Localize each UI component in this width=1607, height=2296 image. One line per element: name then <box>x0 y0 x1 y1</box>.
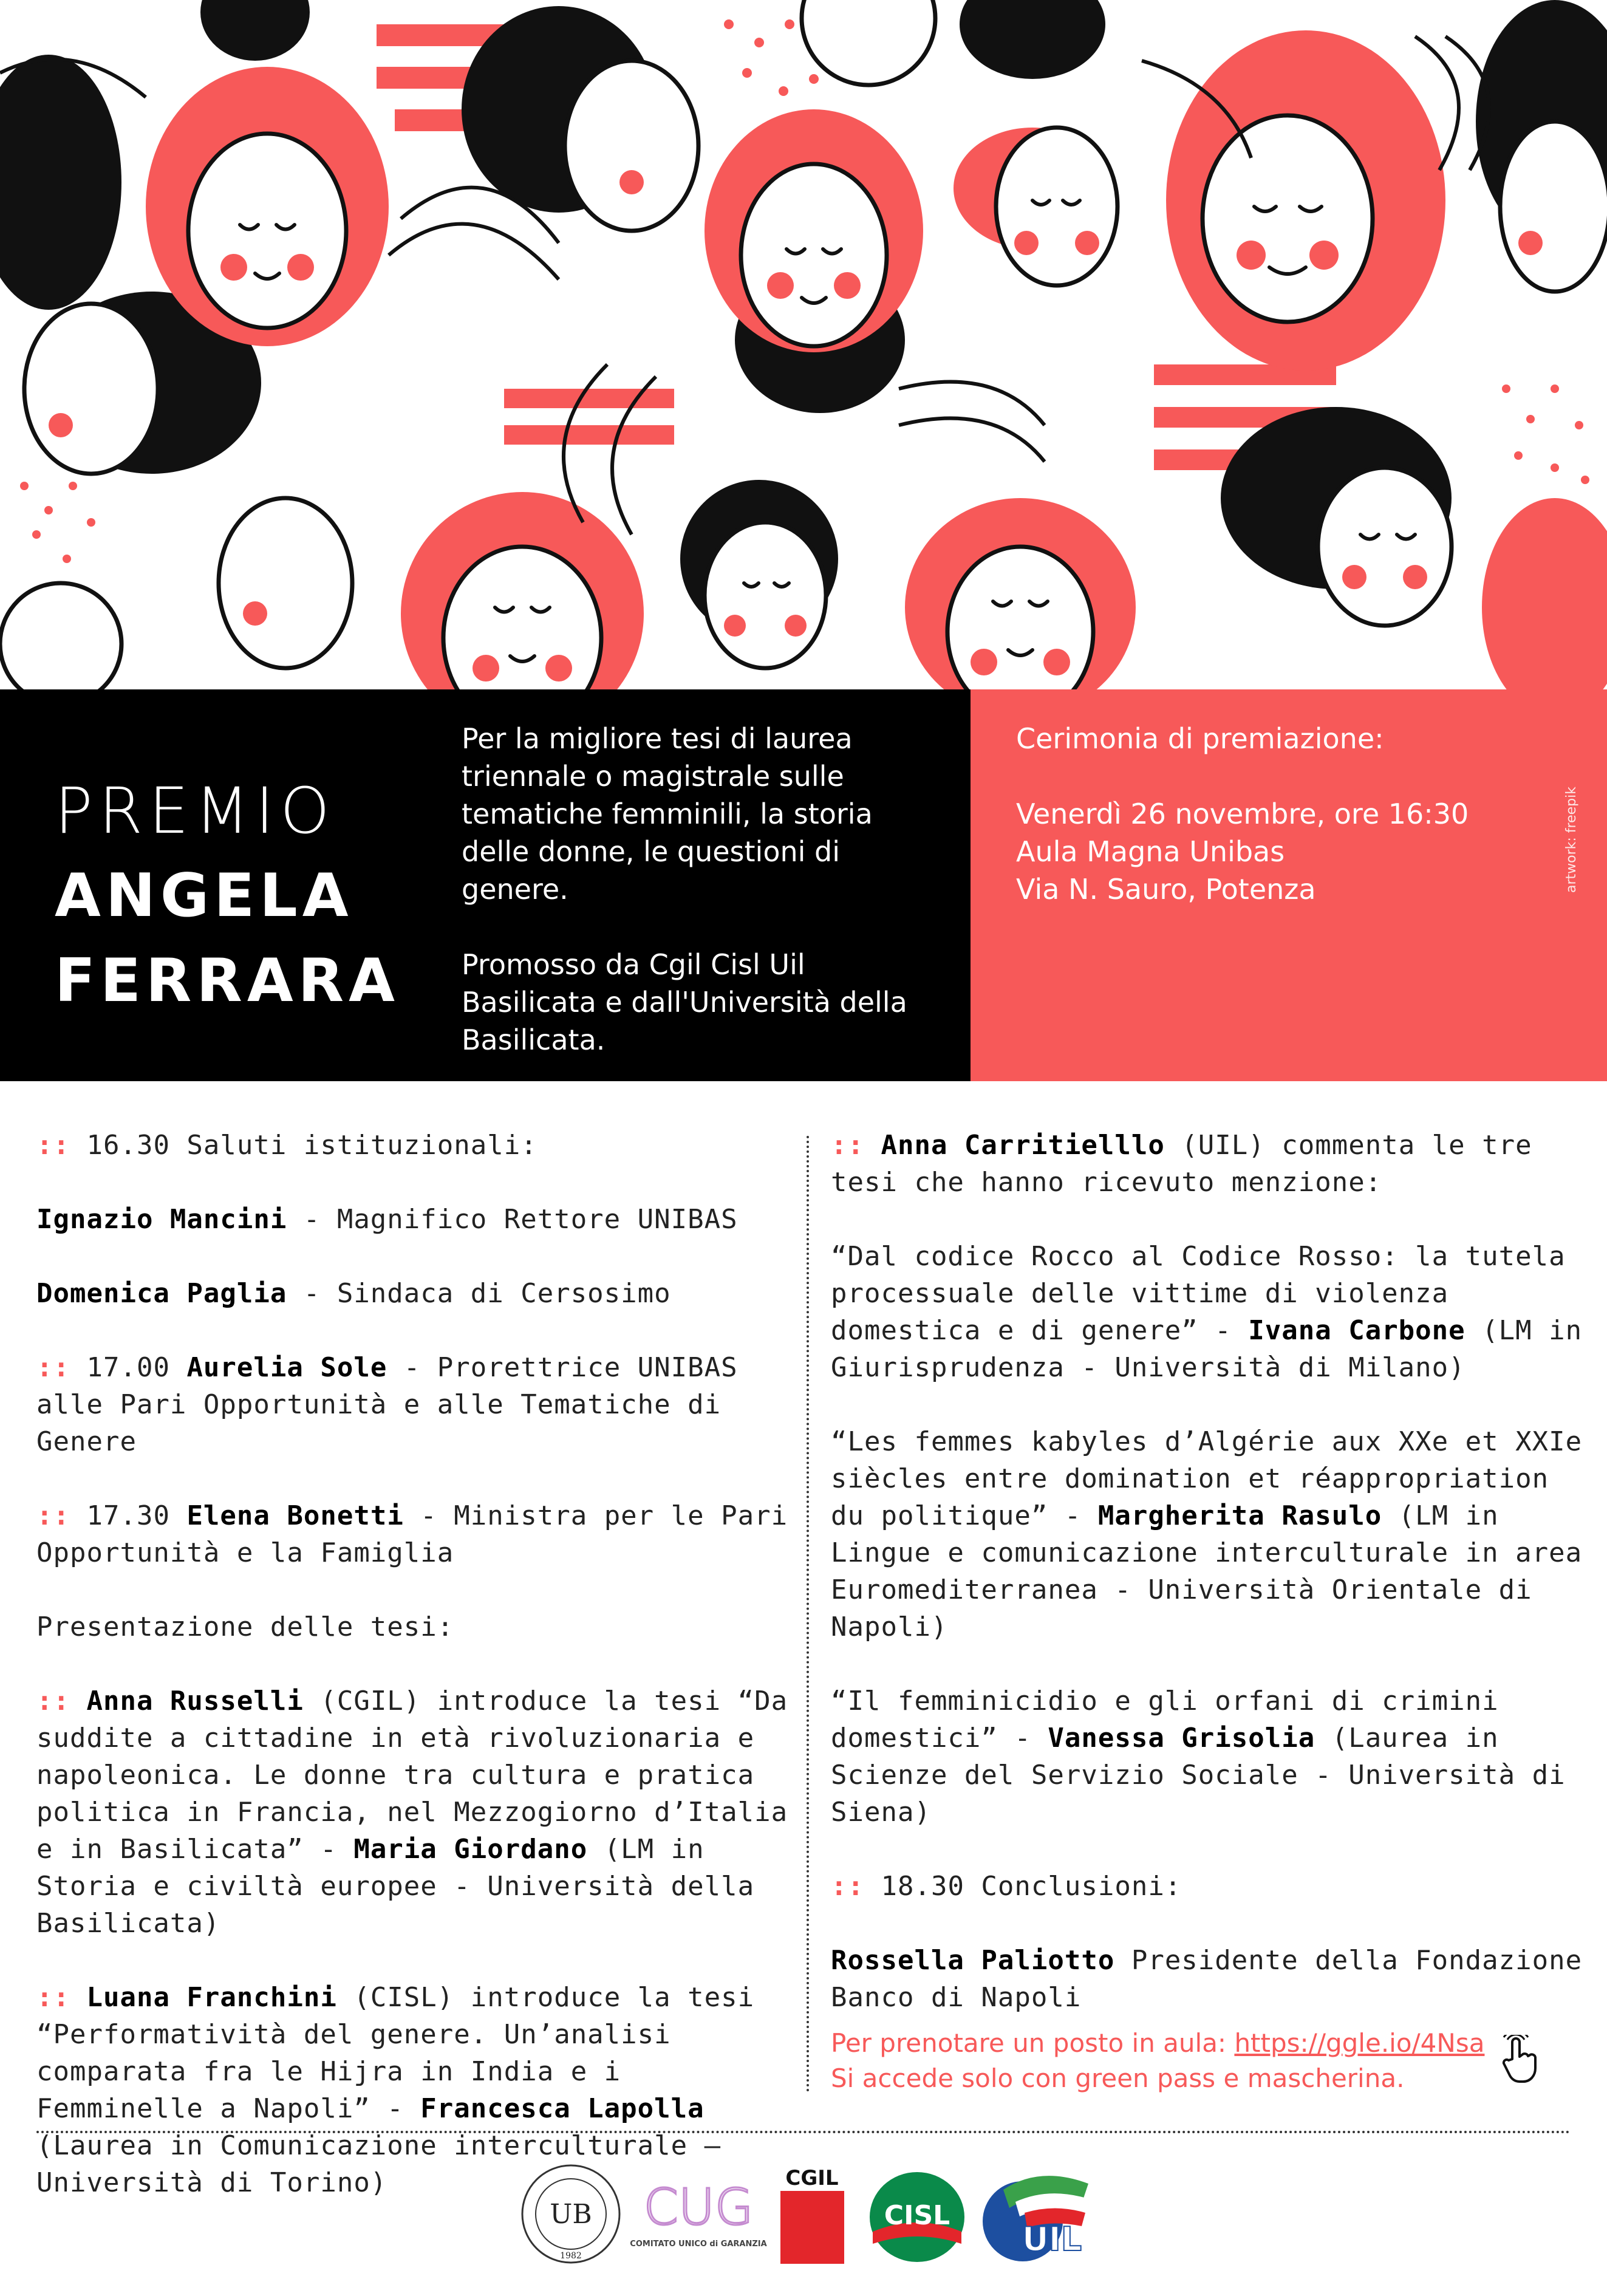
title-band <box>0 689 1607 1081</box>
title-line-premio: PREMIO <box>55 774 336 848</box>
cug-wordmark: CUG <box>643 2179 754 2236</box>
unibas-monogram: UB <box>550 2199 592 2230</box>
speaker-name: Domenica Paglia <box>36 1278 287 1309</box>
speaker-name: Anna Carritielllo <box>881 1130 1165 1161</box>
program-item-carritielllo: :: Anna Carritielllo (UIL) commenta le tre tesi che hanno ricevuto menzione: <box>831 1130 1532 1198</box>
graduate-name: Margherita Rasulo <box>1097 1500 1382 1531</box>
uil-logo <box>979 2165 1094 2266</box>
speaker-name: Anna Russelli <box>86 1686 304 1717</box>
thesis-mention-carbone: “Dal codice Rocco al Codice Rosso: la tutela processuale delle vittime di violenza domestica e di genere” - Ivana Carbone (LM in Giurisprudenza - Università di Milano) <box>831 1241 1583 1383</box>
bullet-marker: :: <box>36 1352 70 1383</box>
bullet-marker: :: <box>36 1130 70 1161</box>
booking-line <box>831 2026 1572 2061</box>
women-crowd-illustration <box>0 0 1607 689</box>
cug-caption: COMITATO UNICO di GARANZIA <box>630 2240 767 2249</box>
ceremony-details <box>1016 795 1581 908</box>
pointer-hand-icon <box>1499 2035 1541 2089</box>
booking-link[interactable]: https://ggle.io/4Nsa <box>1234 2028 1485 2058</box>
booking-info <box>831 2026 1572 2096</box>
title-line-ferrara: FERRARA <box>55 946 400 1016</box>
award-title <box>55 768 400 1023</box>
bullet-marker: :: <box>831 1871 864 1902</box>
booking-note: Si accede solo con green pass e mascherina. <box>831 2063 1405 2093</box>
speaker-name: Ignazio Mancini <box>36 1204 287 1235</box>
cgil-wordmark: CGIL <box>785 2166 839 2190</box>
unibas-year: 1982 <box>560 2251 582 2261</box>
award-description <box>462 720 941 1059</box>
program-item-paliotto: Rossella Paliotto Presidente della Fondazione Banco di Napoli <box>831 1945 1583 2013</box>
ceremony-label: Cerimonia di premiazione: <box>1016 722 1384 755</box>
column-divider <box>807 1136 809 2093</box>
ceremony-info <box>1016 720 1581 908</box>
cgil-logo <box>777 2165 847 2266</box>
graduate-name: Vanessa Grisolia <box>1048 1723 1315 1754</box>
cug-logo <box>629 2168 768 2260</box>
description-text: Per la migliore tesi di laurea triennale o magistrale sulle tematiche femminili, la storia delle donne, le questioni di genere. <box>462 722 873 906</box>
cisl-logo <box>865 2168 969 2266</box>
footer-divider <box>36 2131 1571 2133</box>
ceremony-date: Venerdì 26 novembre, ore 16:30 <box>1016 798 1469 830</box>
program-item-paglia: Domenica Paglia - Sindaca di Cersosimo <box>36 1278 671 1309</box>
cisl-wordmark: CISL <box>884 2200 950 2231</box>
program-right-column <box>831 1127 1584 2053</box>
ceremony-panel <box>971 689 1607 1081</box>
program-item-sole: :: 17.00 Aurelia Sole - Prorettrice UNIBAS alle Pari Opportunità e alle Tematiche di Genere <box>36 1352 738 1457</box>
thesis-mention-rasulo: “Les femmes kabyles d’Algérie aux XXe et XXIe siècles entre domination et réappropriation du politique” - Margherita Rasulo (LM in Lingue e comunicazione interculturale in area Euromediterranea - Università Orientale di Napoli) <box>831 1426 1583 1642</box>
bullet-marker: :: <box>36 1982 70 2013</box>
hero-illustration <box>0 0 1607 689</box>
uil-wordmark: UIL <box>1022 2220 1082 2258</box>
graduate-name: Ivana Carbone <box>1248 1315 1465 1346</box>
graduate-name: Francesca Lapolla <box>420 2093 705 2124</box>
program-item-franchini: :: Luana Franchini (CISL) introduce la tesi “Performatività del genere. Un’analisi comparata fra le Hijra in India e i Femminelle a Napoli” - Francesca Lapolla (Laurea in Comunicazione interculturale – Università di Torino) <box>36 1982 755 2198</box>
bullet-marker: :: <box>36 1500 70 1531</box>
speaker-name: Rossella Paliotto <box>831 1945 1115 1976</box>
program-left-column <box>36 1127 790 2238</box>
ceremony-address: Via N. Sauro, Potenza <box>1016 873 1316 906</box>
bullet-marker: :: <box>36 1686 70 1717</box>
program-item-russelli: :: Anna Russelli (CGIL) introduce la tesi “Da suddite a cittadine in età rivoluzionaria e napoleonica. Le donne tra cultura e pratica politica in Francia, nel Mezzogiorno d’Italia e in Basilicata” - Maria Giordano (LM in Storia e civiltà europee - Università della Basilicata) <box>36 1686 788 1939</box>
booking-label: Per prenotare un posto in aula: <box>831 2028 1235 2058</box>
bullet-marker: :: <box>831 1130 864 1161</box>
speaker-name: Elena Bonetti <box>186 1500 404 1531</box>
program-item-conclusioni: :: 18.30 Conclusioni: <box>831 1871 1182 1902</box>
promoter-text: Promosso da Cgil Cisl Uil Basilicata e dall'Università della Basilicata. <box>462 948 907 1056</box>
program-item-bonetti: :: 17.30 Elena Bonetti - Ministra per le Pari Opportunità e la Famiglia <box>36 1500 788 1568</box>
artwork-credit: artwork: freepik <box>1564 787 1579 893</box>
title-line-angela: ANGELA <box>55 861 353 931</box>
graduate-name: Maria Giordano <box>353 1834 588 1865</box>
thesis-mention-grisolia: “Il femminicidio e gli orfani di crimini domestici” - Vanessa Grisolia (Laurea in Scienze del Servizio Sociale - Università di Siena) <box>831 1686 1566 1828</box>
speaker-name: Aurelia Sole <box>186 1352 387 1383</box>
title-panel <box>0 689 971 1081</box>
ceremony-venue: Aula Magna Unibas <box>1016 835 1285 868</box>
program-item-saluti: :: 16.30 Saluti istituzionali: <box>36 1130 537 1161</box>
program-item-presentazione: Presentazione delle tesi: <box>36 1611 454 1642</box>
unibas-logo <box>519 2162 623 2266</box>
speaker-name: Luana Franchini <box>86 1982 337 2013</box>
program-item-mancini: Ignazio Mancini - Magnifico Rettore UNIBAS <box>36 1204 738 1235</box>
